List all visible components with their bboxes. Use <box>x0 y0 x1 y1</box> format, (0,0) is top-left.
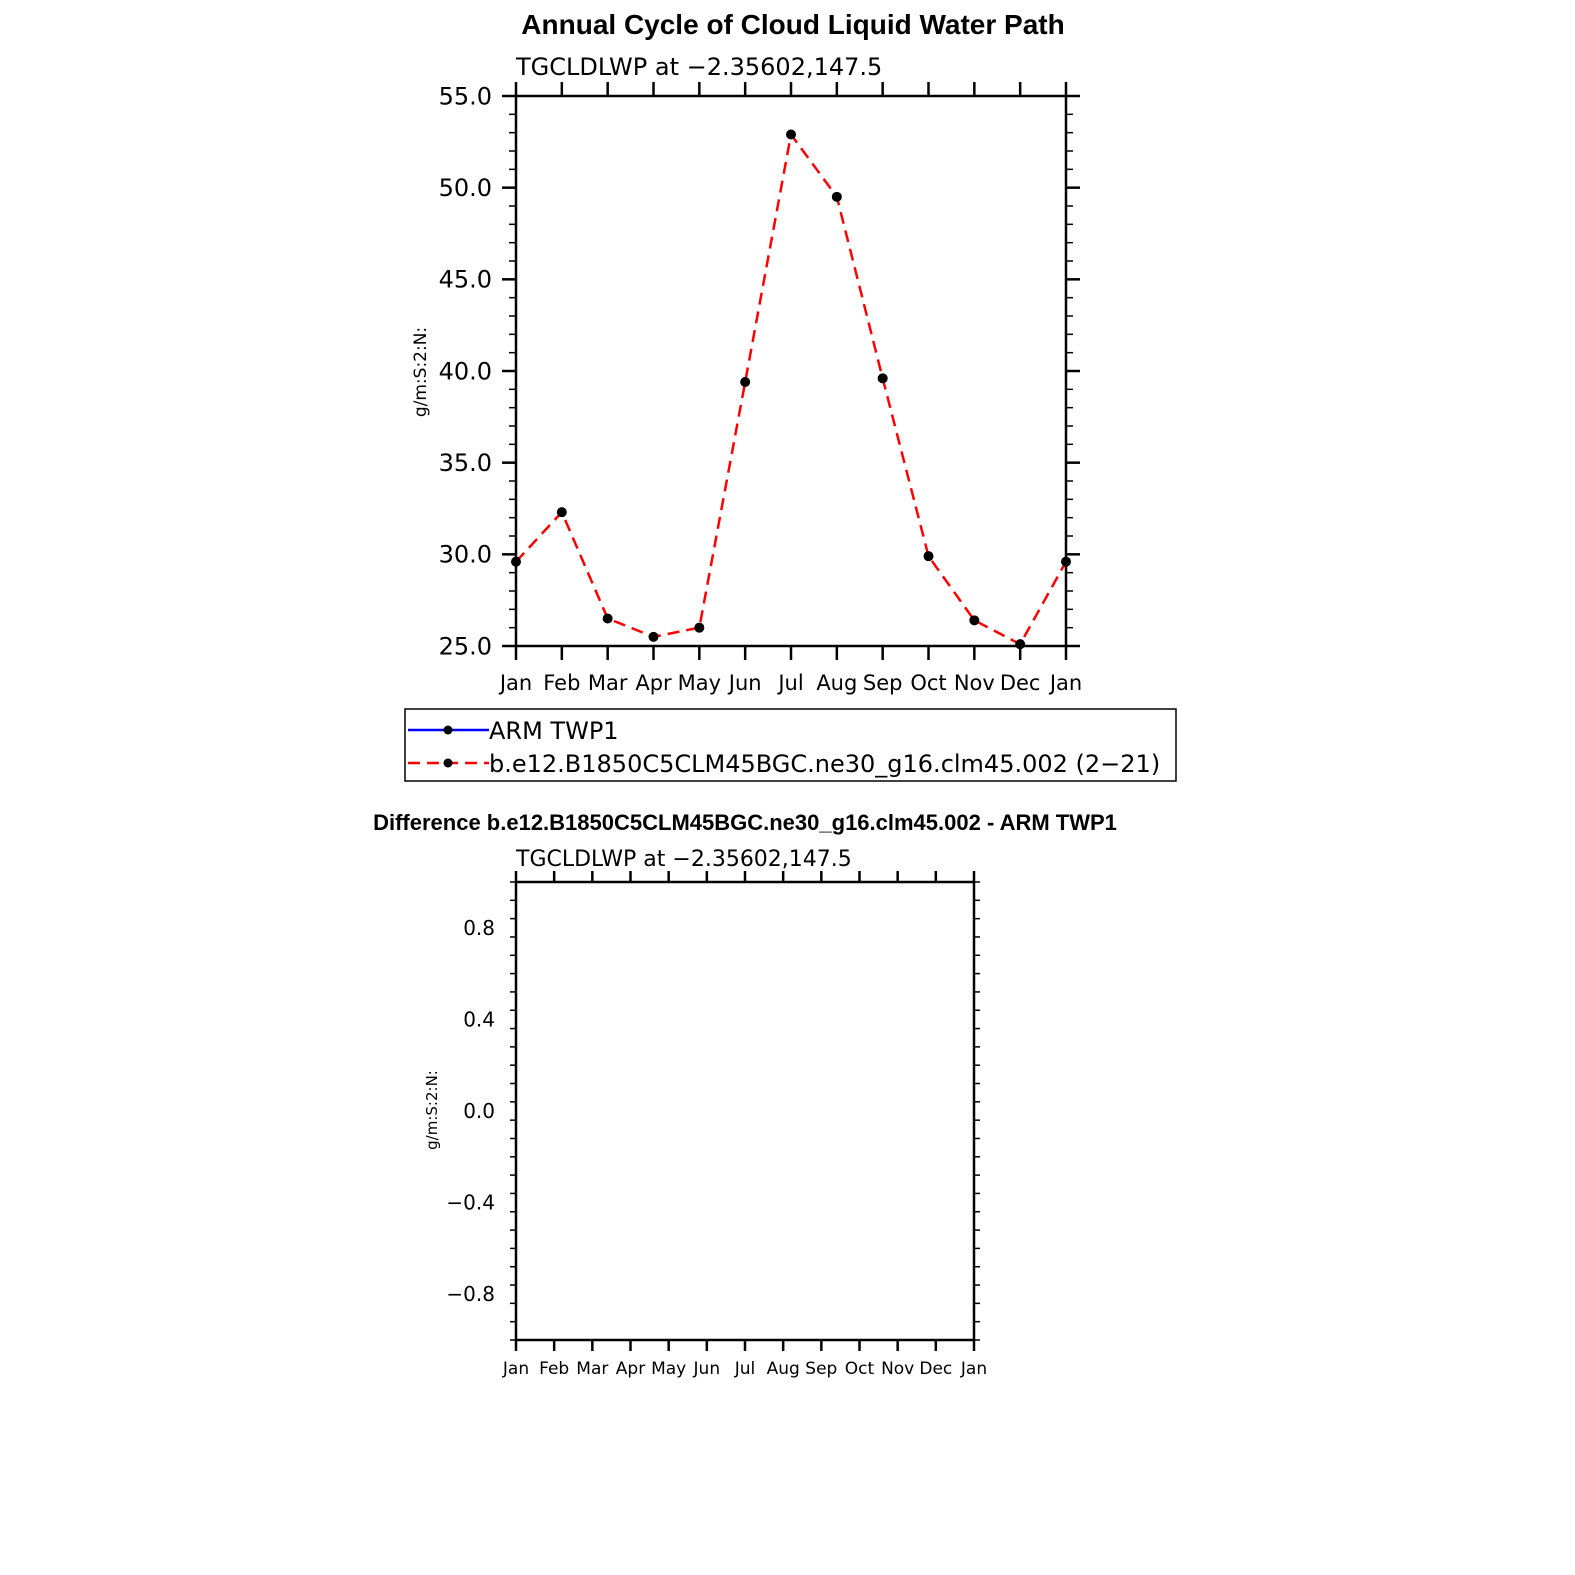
x-tick-label: Apr <box>635 671 672 695</box>
x-tick-label: Jan <box>499 671 533 695</box>
x-tick-label: Mar <box>576 1359 609 1379</box>
x-tick-label: Feb <box>539 1359 570 1379</box>
difference-panel <box>373 810 1117 1379</box>
data-point <box>924 551 934 561</box>
x-tick-label: Sep <box>862 671 903 695</box>
difference-axis-ticks <box>510 871 980 1351</box>
x-tick-label: Dec <box>919 1359 953 1379</box>
difference-plot-frame <box>516 882 974 1340</box>
x-tick-label: Oct <box>844 1359 875 1379</box>
x-tick-label: Aug <box>816 671 858 695</box>
legend-marker-arm <box>444 726 453 735</box>
y-tick-labels <box>439 82 492 660</box>
data-point <box>649 632 659 642</box>
x-tick-label: May <box>677 671 722 695</box>
x-tick-label: Jan <box>1049 671 1083 695</box>
y-tick-label: 0.4 <box>463 1007 495 1032</box>
x-tick-label: Nov <box>953 671 995 695</box>
difference-subtitle: TGCLDLWP at −2.35602,147.5 <box>516 847 852 872</box>
x-tick-label: Sep <box>805 1359 838 1379</box>
y-tick-label: 35.0 <box>438 449 492 478</box>
data-point <box>832 192 842 202</box>
x-tick-label: Jun <box>693 1359 721 1379</box>
data-point <box>969 615 979 625</box>
x-tick-label: Mar <box>587 671 628 695</box>
x-tick-label: Jul <box>734 1359 756 1379</box>
x-tick-label: Jan <box>502 1359 530 1379</box>
y-axis-label: g/m:S:2:N: <box>411 326 431 418</box>
x-tick-label: Jan <box>960 1359 988 1379</box>
data-point <box>1015 639 1025 649</box>
x-tick-label: Nov <box>881 1359 915 1379</box>
y-tick-label: 0.8 <box>463 915 495 940</box>
data-point <box>786 130 796 140</box>
x-tick-label: Dec <box>999 671 1041 695</box>
x-tick-labels <box>498 671 1082 695</box>
data-point <box>603 614 613 624</box>
y-tick-label: 45.0 <box>438 265 492 294</box>
data-point <box>740 377 750 387</box>
series-line <box>516 135 1066 645</box>
x-tick-label: Jun <box>728 671 762 695</box>
difference-y-tick-labels <box>446 916 495 1306</box>
y-tick-label: 25.0 <box>438 632 492 661</box>
y-tick-label: 0.0 <box>463 1099 495 1123</box>
x-tick-label: Feb <box>543 671 581 695</box>
legend-label-arm: ARM TWP1 <box>489 717 619 745</box>
annual-cycle-panel <box>405 9 1176 781</box>
y-tick-label: 30.0 <box>438 540 492 569</box>
data-point <box>557 507 567 517</box>
data-point <box>511 557 521 567</box>
legend-marker-model <box>444 759 453 768</box>
y-tick-label: −0.8 <box>446 1282 495 1307</box>
y-tick-label: 55.0 <box>438 82 492 111</box>
data-point <box>878 373 888 383</box>
difference-title: Difference b.e12.B1850C5CLM45BGC.ne30_g16.clm45.002 - ARM TWP1 <box>373 810 1117 835</box>
y-tick-label: 50.0 <box>438 174 492 203</box>
data-point <box>694 623 704 633</box>
x-tick-label: Apr <box>615 1359 646 1379</box>
chart-title: Annual Cycle of Cloud Liquid Water Path <box>521 9 1065 40</box>
y-tick-label: 40.0 <box>438 357 492 386</box>
plot-frame <box>516 96 1066 646</box>
x-tick-label: Oct <box>910 671 947 695</box>
x-tick-label: Aug <box>766 1359 800 1379</box>
chart-subtitle: TGCLDLWP at −2.35602,147.5 <box>516 53 883 81</box>
legend-label-model: b.e12.B1850C5CLM45BGC.ne30_g16.clm45.002 (2−21) <box>489 750 1161 778</box>
x-tick-label: May <box>651 1359 687 1379</box>
data-point <box>1061 557 1071 567</box>
difference-y-axis-label: g/m:S:2:N: <box>423 1070 441 1150</box>
x-tick-label: Jul <box>778 671 804 695</box>
difference-x-tick-labels <box>502 1359 987 1379</box>
legend <box>405 709 1176 781</box>
series-layer <box>511 130 1071 650</box>
y-tick-label: −0.4 <box>446 1190 495 1215</box>
